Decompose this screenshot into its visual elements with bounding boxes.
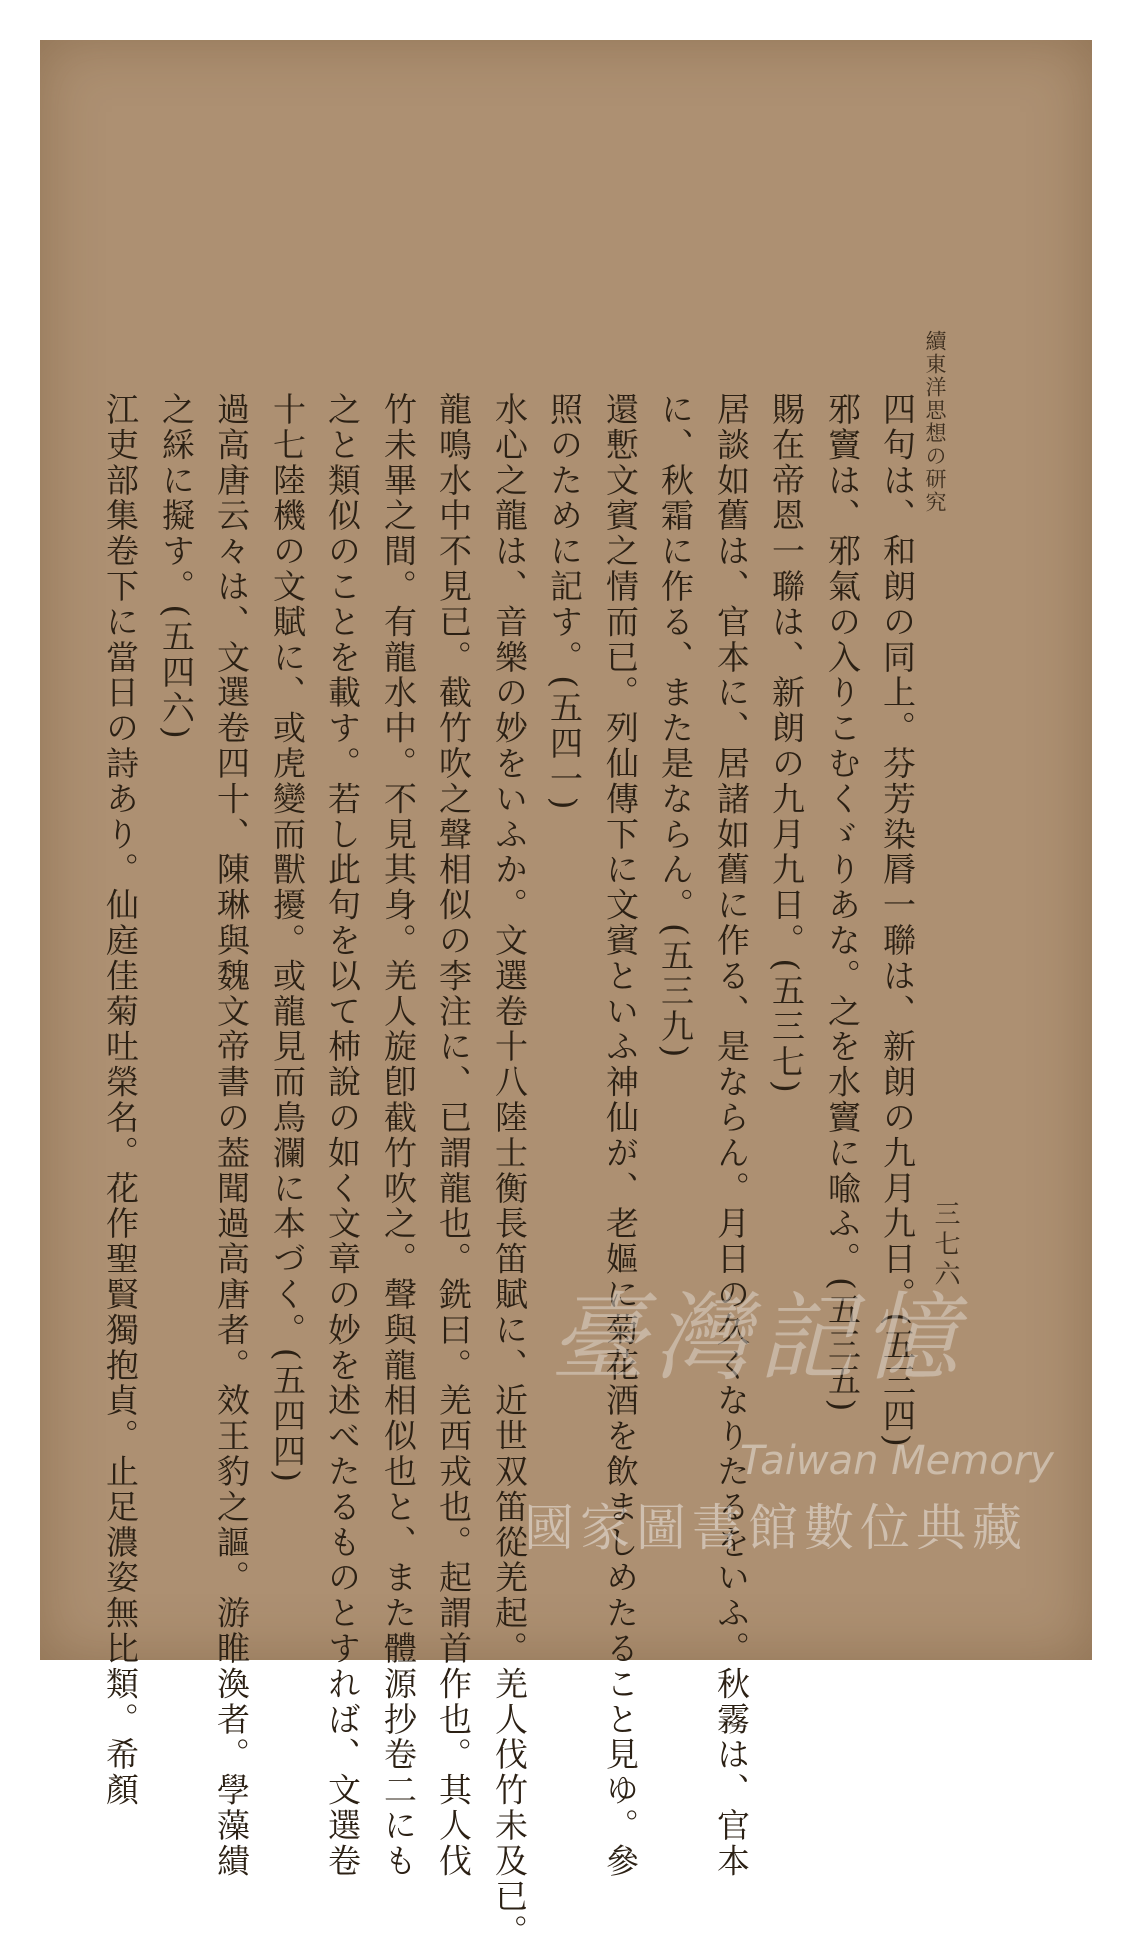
- watermark-chinese: 國家圖書館數位典藏: [524, 1499, 1028, 1557]
- text-line-6: 還慙文賓之情而已。列仙傳下に文賓といふ神仙が、老嫗に菊花酒を飲ましめたること見ゆ。參: [601, 392, 640, 1879]
- book-page: [40, 40, 1092, 1950]
- running-head: 續東洋思想の研究: [923, 330, 947, 514]
- text-line-1: 四句は、和朗の同上。芬芳染脣一聯は、新朗の九月九日。(五三四): [878, 392, 917, 1450]
- text-line-10: 竹未畢之間。有龍水中。不見其身。羌人旋卽截竹吹之。聲與龍相似也と、また體源抄卷二にも: [379, 392, 418, 1879]
- text-line-2: 邪竇は、邪氣の入りこむくゞりあな。之を水竇に喩ふ。(五三五): [823, 392, 862, 1414]
- text-line-8: 水心之龍は、音樂の妙をいふか。文選卷十八陸士衡長笛賦に、近世双笛從羌起。羌人伐竹未及已。: [490, 392, 529, 1950]
- text-line-3: 賜在帝恩一聯は、新朗の九月九日。(五三七): [767, 392, 806, 1096]
- text-line-12: 十七陸機の文賦に、或虎變而獸擾。或龍見而鳥瀾に本づく。(五四四): [268, 392, 307, 1485]
- text-line-11: 之と類似のことを載す。若し此句を以て杮說の如く文章の妙を述べたるものとすれば、文選卷: [323, 392, 362, 1879]
- page-number: 三七六: [930, 1200, 960, 1290]
- text-line-15: 江吏部集卷下に當日の詩あり。仙庭佳菊吐榮名。花作聖賢獨抱貞。止足濃姿無比類。希顏: [101, 392, 140, 1808]
- text-line-14: 之綵に擬す。(五四六): [157, 392, 196, 742]
- text-line-13: 過高唐云々は、文選卷四十、陳琳與魏文帝書の葢聞過高唐者。效王豹之謳。游睢渙者。學藻繢: [212, 392, 251, 1879]
- text-line-5: に、秋霜に作る、また是ならん。(五三九): [656, 392, 695, 1060]
- watermark-logo: 臺灣記憶: [550, 1282, 966, 1394]
- text-line-7: 照のために記す。(五四一): [545, 392, 584, 812]
- text-line-4: 居談如舊は、官本に、居諸如舊に作る、是ならん。月日の久くなりたるをいふ。秋霧は、官本: [712, 392, 751, 1879]
- text-line-9: 龍鳴水中不見已。截竹吹之聲相似の李注に、已謂龍也。銑曰。羌西戎也。起謂首作也。其人伐: [434, 392, 473, 1879]
- watermark-english: Taiwan Memory: [740, 1438, 1054, 1484]
